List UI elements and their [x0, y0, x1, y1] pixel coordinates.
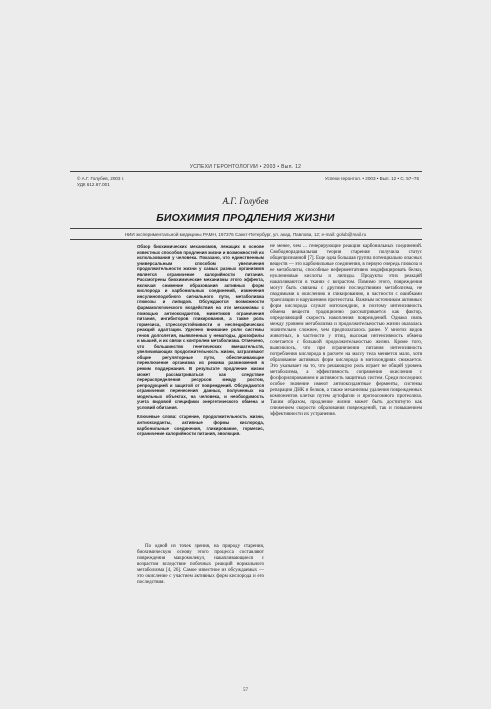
- body-left-column: [137, 544, 264, 586]
- body-right-text: не менее, чем ... генерирующие реакции карбонильных соединений. Свободнорадикальная теория старения получила статус общепризнанной [7]. Еще одна большая группа потенциально опасных веществ — это карбонильные соединения, в первую очередь глюкоза и ее метаболиты, способные неферментативно модифицировать белки, нуклеиновые кислоты и липиды. Продукты этих реакций накапливаются в тканях с возрастом. Помимо этого, повреждения могут быть связаны с другими последствиями метаболизма, не сводимыми к окислению и гликированию, в частности с ошибками трансляции и нарушением протеостаза. Важным источником активных форм кислорода служат митохондрии, и поэтому интенсивность обмена веществ традиционно рассматривается как фактор, определяющий скорость накопления повреждений. Однако связь между уровнем метаболизма и продолжительностью жизни оказалась значительно сложнее, чем предполагалось ранее. У многих видов животных, в частности у птиц, высокая интенсивность обмена сочетается с большой продолжительностью жизни. Кроме того, выяснилось, что при ограничении питания интенсивность потребления кислорода в расчете на массу тела меняется мало, хотя образование активных форм кислорода в митохондриях снижается. Это указывает на то, что решающую роль играет не общий уровень метаболизма, а эффективность сопряжения окисления с фосфорилированием и активность защитных систем. Среди последних особое значение имеют антиоксидантные ферменты, системы репарации ДНК и белков, а также механизмы удаления поврежденных компонентов клетки путем аутофагии и протеасомного протеолиза. Таким образом, продление жизни может быть достигнуто как снижением скорости образования повреждений, так и повышением эффективности их устранения.: [270, 244, 422, 418]
- udc-code: УДК 612.67.001: [77, 182, 110, 187]
- journal-header: УСПЕХИ ГЕРОНТОЛОГИИ • 2003 • Вып. 12: [189, 164, 302, 170]
- abstract: [137, 244, 264, 437]
- copyright: © А.Г. Голубев, 2003 г.: [77, 176, 125, 181]
- body-left-text: По одной из точек зрения, на природу старения, биохимическую основу этого процесса составляют повреждения макромолекул, накапливающиеся с возрастом вследствие побочных реакций нормального метаболизма [4, 26]. Самое известное из обсуждаемых — это окисление с участием активных форм кислорода и его последствия.: [137, 544, 264, 585]
- abstract-text: Обзор биохимических механизмов, лежащих в основе известных способов продления жизни и возможностей их использования у человека. Показано, что единственным универсальным способом увеличения продолжительности жизни у самых разных организмов является ограничение калорийности питания. Рассмотрены биохимические механизмы этого эффекта, включая снижение образования активных форм кислорода и карбонильных соединений, изменения инсулиноподобного сигнального пути, метаболизма глюкозы и липидов. Обсуждаются возможности фармакологического воздействия на эти механизмы с помощью антиоксидантов, миметиков ограничения питания, ингибиторов гликирования, а также роль гормезиса, стрессоустойчивости и неспецифических реакций адаптации. Уделено внимание роли системы генов долголетия, выявленных у нематоды, дрозофилы и мышей, и их связи с контролем метаболизма. Отмечено, что большинство генетических вмешательств, увеличивающих продолжительность жизни, затрагивают общие регуляторные пути, обеспечивающие переключение организма из режима размножения в режим поддержания. В результате продление жизни может рассматриваться как следствие перераспределения ресурсов между ростом, репродукцией и защитой от повреждений. Обсуждаются ограничения перенесения данных, полученных на модельных объектах, на человека, и необходимость учета видовой специфики энергетического обмена и условий обитания.: [137, 244, 264, 410]
- affil-rule-bottom: [70, 239, 422, 240]
- keywords: Ключевые слова: старение, продолжительность жизни, антиоксиданты, активные формы кислорода, карбонильные соединения, гликирование, гормезис, ограничение калорийности питания, эволюция.: [137, 414, 264, 437]
- article-title: БИОХИМИЯ ПРОДЛЕНИЯ ЖИЗНИ: [156, 212, 335, 224]
- header-rule: [70, 171, 422, 172]
- affiliation: НИИ экспериментальной медицины РАМН, 197376 Санкт-Петербург, ул. акад. Павлова, 12; e-mail: golub@mail.ru: [124, 232, 367, 237]
- citation: Успехи геронтол. • 2003 • Вып. 12 • С. 57–76: [324, 176, 419, 181]
- affil-rule-top: [70, 228, 422, 229]
- meta-left: [77, 176, 124, 188]
- page-number: 57: [243, 688, 248, 693]
- author: А.Г. Голубев: [222, 196, 269, 206]
- body-right-column: [270, 244, 422, 418]
